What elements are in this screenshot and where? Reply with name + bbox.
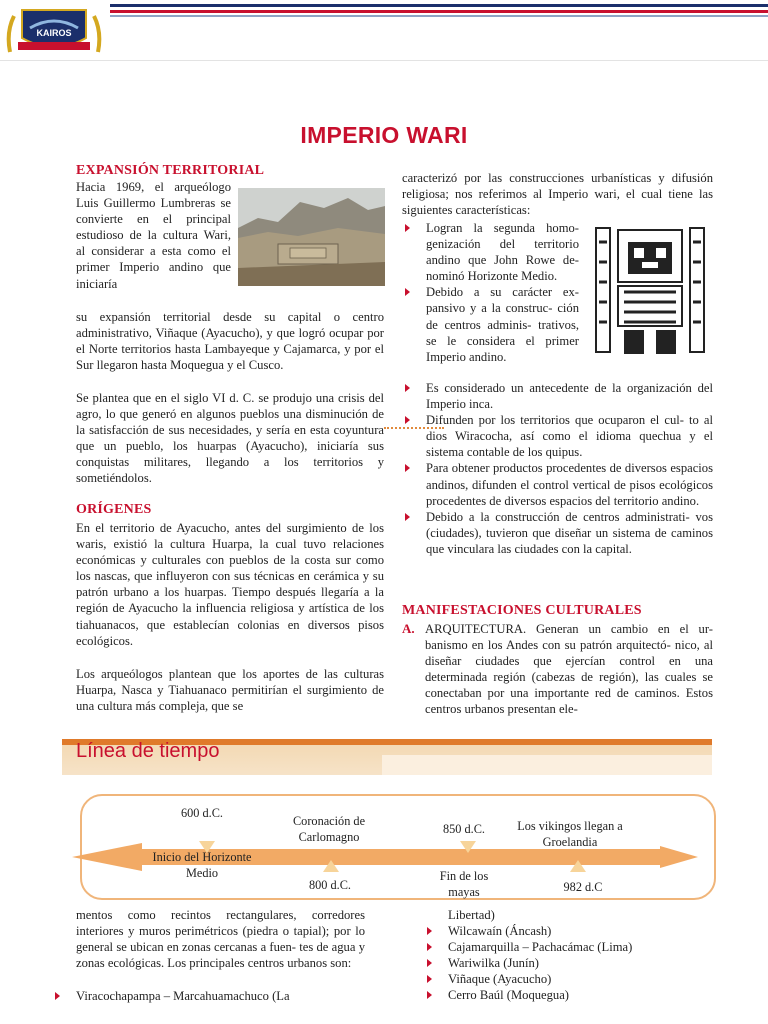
- timeline-arrow-right-icon: [660, 846, 698, 868]
- list-item: Wariwilka (Junín): [424, 955, 714, 971]
- section-title-manifestaciones: MANIFESTACIONES CULTURALES: [402, 603, 642, 618]
- wiracocha-figure-illustration: [588, 222, 712, 360]
- kairos-logo: [4, 2, 104, 62]
- aportes-paragraph: Los arqueólogos plantean que los aportes de las culturas Huarpa, Nasca y Tiahuanaco permitirían el surgimiento de una cultura más compleja, que se: [76, 667, 384, 714]
- section-title-origenes: ORÍGENES: [76, 502, 152, 517]
- header-stripe-navy: [110, 4, 768, 7]
- origenes-paragraph: En el territorio de Ayacucho, antes del surgimiento de los waris, existió la cultura Huarpa, la cual tuvo relaciones económicas y culturales con pueblos de la costa sur como los nascas, que influyeron con sus técnicas en cerámica y su patrón urbano a los huarpas. Tiempo después llegaría a la región de Ayacucho la influencia religiosa y artística de los tiahuanacos, que establecían colonias en diversos pisos ecológicos.: [76, 521, 384, 648]
- elementos-paragraph: mentos como recintos rectangulares, corredores interiores y muros perimétricos (piedra o tapial); por lo general se ubican en zonas cercanas a fuen- tes de agua y zonas ecológicas. Los principales centros urbanos son:: [76, 908, 365, 971]
- timeline-marker-down: [460, 841, 476, 853]
- list-item: Debido a la construcción de centros administrati- vos (ciudades), tuvieron que diseñar un sistema de caminos que vinculara las ciudades con la capital.: [402, 509, 713, 557]
- caracteristicas-list-bottom: [402, 380, 713, 557]
- timeline-arrow-left: [72, 843, 142, 871]
- list-item: Viracochapampa – Marcahuamachuco (La: [52, 988, 372, 1004]
- list-item: Wilcawaín (Áncash): [424, 923, 714, 939]
- timeline-marker-up: [570, 860, 586, 872]
- page-title: IMPERIO WARI: [300, 122, 468, 148]
- expansion-paragraph-start: Hacia 1969, el arqueólogo Luis Guillermo Lumbreras se convierte en el principal estudioso de la cultura Wari, al considerar a esta como el primer Imperio andino que iniciaría: [76, 180, 231, 291]
- dotted-connector: [384, 427, 444, 429]
- centros-list-right: [424, 923, 714, 1003]
- crisis-paragraph: Se plantea que en el siglo VI d. C. se produjo una crisis del agro, lo que generó en algunos pueblos una disminución de la satisfacción de sus necesidades, y sería en esta coyuntura que un pueblo, los huarpas (Ayacucho), iniciaría sus conquistas militares, llegando a los territorios y sometiéndolos.: [76, 391, 384, 486]
- centros-list-left: [52, 988, 372, 1004]
- timeline-label-vikingos: Los vikingos llegan a Groelandia: [517, 819, 623, 849]
- page-header: [0, 0, 768, 68]
- timeline-label-982: 982 d.C: [563, 880, 603, 894]
- expansion-paragraph-end: su expansión territorial desde su capital o centro administrativo, Viñaque (Ayacucho), y que logró ocupar por el Norte territorios hasta Lambayeque y Cajamarca, y por el Sur llegaron hasta Moquegua y el Cusco.: [76, 310, 384, 373]
- list-item: Para obtener productos procedentes de diversos espacios andinos, difunden el control vertical de pisos ecológicos procedentes de diversos espacios del territorio andino.: [402, 460, 713, 508]
- list-item: Difunden por los territorios que ocuparon el cul- to al dios Wiracocha, así como el idioma quechua y el sistema contable de los quipus.: [402, 412, 713, 460]
- list-item: Logran la segunda homo- genización del territorio andino que John Rowe de- nominó Horizonte Medio.: [402, 220, 579, 284]
- list-item: Cerro Baúl (Moquegua): [424, 987, 714, 1003]
- logo-text: KAIROS: [36, 28, 72, 38]
- timeline-label-fin-mayas: Fin de los mayas: [439, 869, 489, 899]
- timeline-label-carlomagno: Coronación de Carlomagno: [292, 814, 366, 844]
- timeline-label-850: 850 d.C.: [442, 822, 486, 836]
- section-title-expansion: EXPANSIÓN TERRITORIAL: [76, 163, 265, 178]
- timeline-title: Línea de tiempo: [76, 740, 220, 762]
- list-item: Es considerado un antecedente de la organización del Imperio inca.: [402, 380, 713, 412]
- arquitectura-paragraph: ARQUITECTURA. Generan un cambio en el ur- banismo en los Andes con su patrón arquitectó- nico, al diseñar ciudades que ejercían control en una determinada región (cabezas de región), las cuales se conectaban por una importante red de caminos. Estos centros urbanos presentan ele-: [425, 622, 713, 717]
- list-item: Viñaque (Ayacucho): [424, 971, 714, 987]
- timeline-label-800: 800 d.C.: [308, 878, 352, 892]
- header-stripe-red: [110, 10, 768, 13]
- list-item: Cajamarquilla – Pachacámac (Lima): [424, 939, 714, 955]
- timeline-label-600: 600 d.C.: [180, 806, 224, 820]
- arquitectura-letter: A.: [402, 621, 415, 636]
- timeline-marker-up: [323, 860, 339, 872]
- header-divider: [0, 60, 768, 61]
- header-stripe-light: [110, 15, 768, 17]
- timeline-label-inicio: Inicio del Horizonte Medio: [152, 850, 252, 880]
- list-item: Debido a su carácter ex- pansivo y a la construc- ción de centros adminis- trativos, se le considera el primer Imperio andino.: [402, 284, 579, 364]
- wari-ruins-photo: [238, 188, 385, 286]
- centros-list-continuation: Libertad): [448, 908, 495, 922]
- caracteristicas-list-top: [402, 220, 579, 365]
- caracteristicas-intro: caracterizó por las construcciones urbanísticas y difusión religiosa; nos referimos al Imperio wari, el cual tiene las siguientes características:: [402, 171, 713, 218]
